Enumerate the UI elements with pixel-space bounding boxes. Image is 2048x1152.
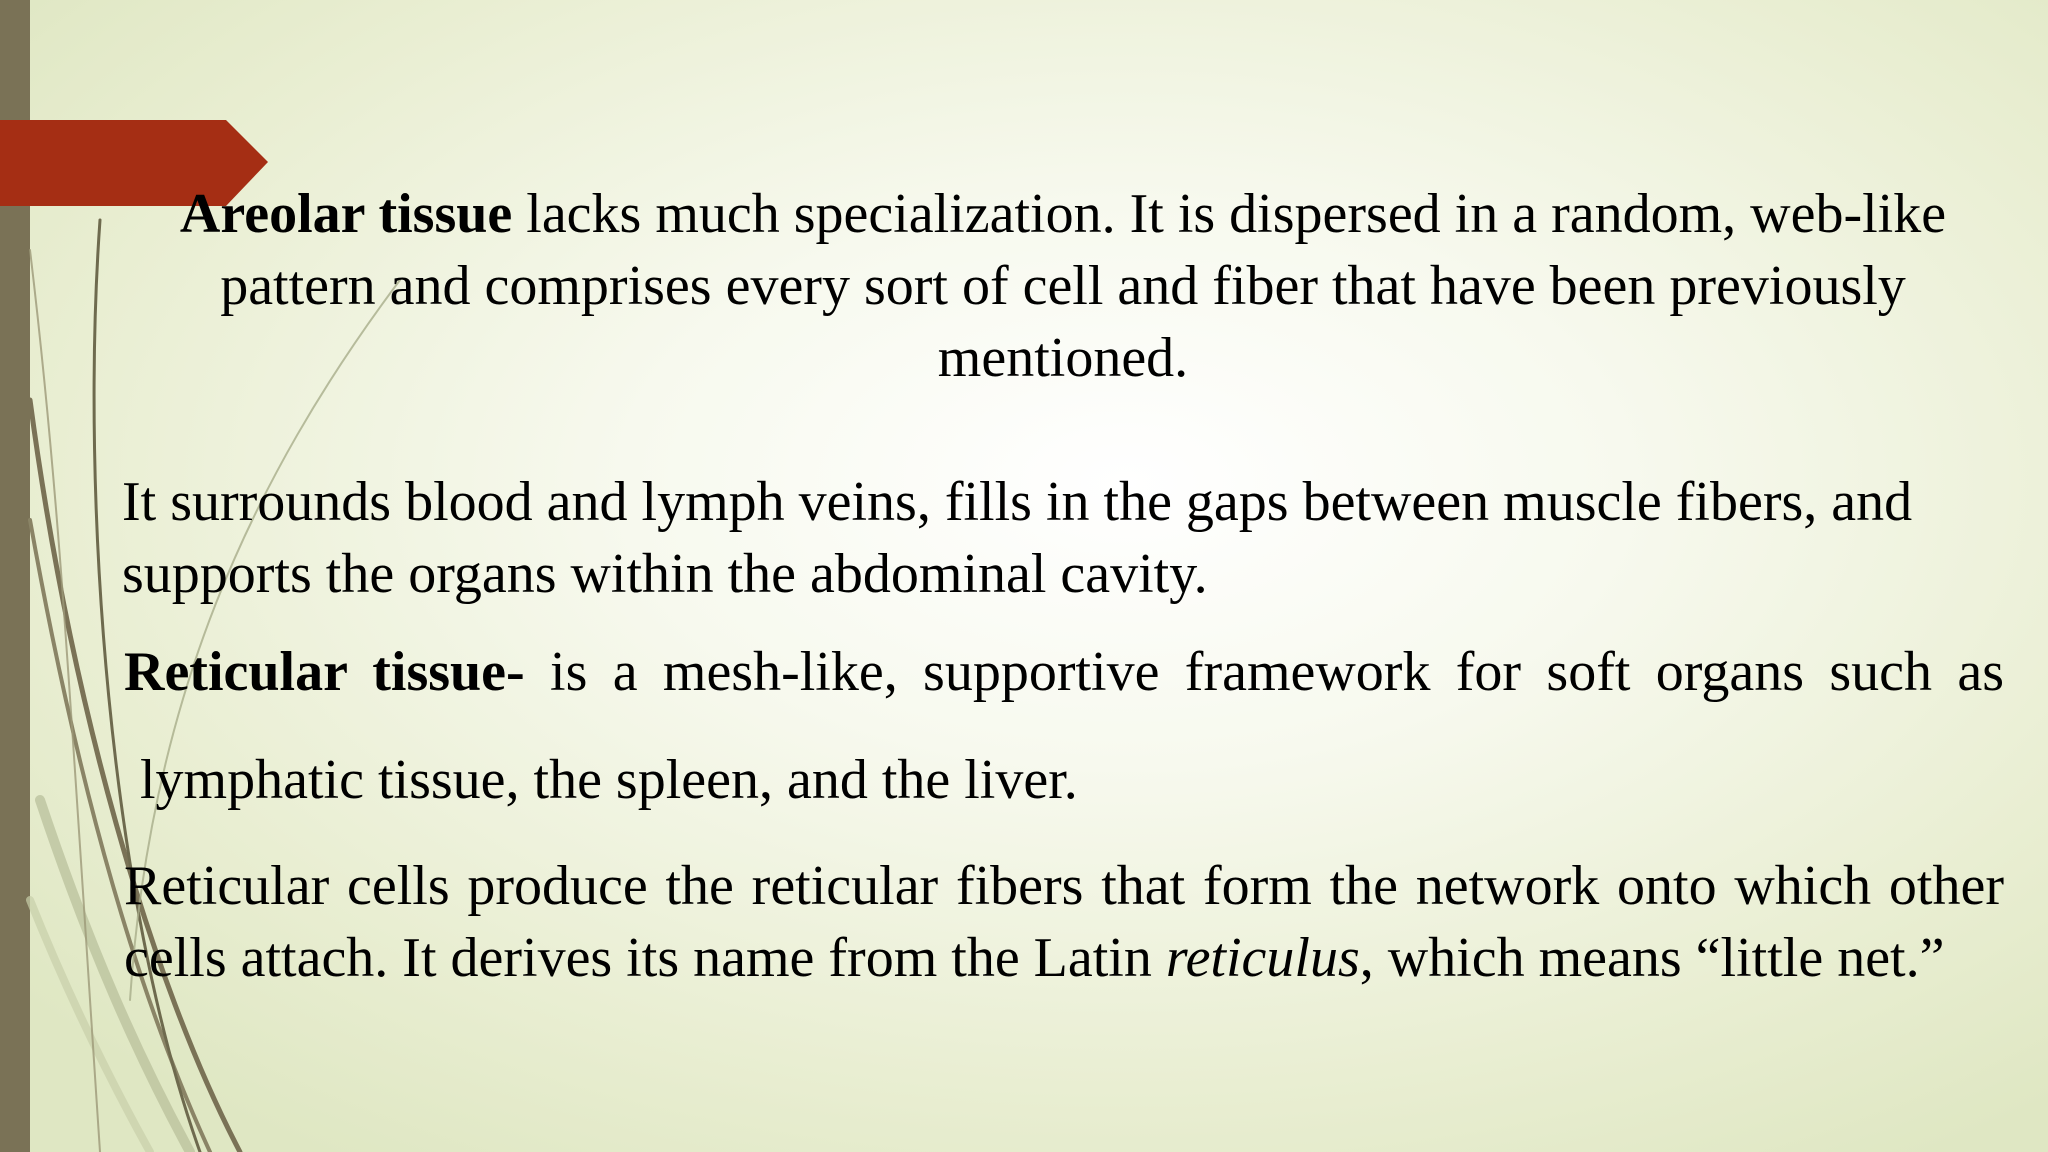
paragraph-reticular-examples: lymphatic tissue, the spleen, and the liver. — [140, 749, 1078, 811]
paragraph-reticular-cells — [124, 850, 2004, 994]
paragraph-areolar-tissue — [118, 178, 2008, 394]
paragraph-reticular-tissue — [124, 636, 2004, 708]
reticular-cells-text: Reticular cells produce the reticular fibers that form the network onto which other cells attach. It derives its name from the Latin — [124, 855, 2004, 989]
reticular-cells-text-end: , which means “little net.” — [1359, 927, 1945, 989]
areolar-description: lacks much specialization. It is dispersed in a random, web-like pattern and comprises every sort of cell and fiber that have been previously mentioned. — [220, 183, 1947, 389]
term-reticular-tissue: Reticular tissue- — [124, 641, 525, 703]
paragraph-areolar-function: It surrounds blood and lymph veins, fills in the gaps between muscle fibers, and supports the organs within the abdominal cavity. — [122, 471, 1913, 605]
reticular-description: is a mesh-like, supportive framework for soft organs such as — [524, 641, 2004, 703]
term-reticulus: reticulus — [1165, 927, 1360, 989]
term-areolar-tissue: Areolar tissue — [179, 183, 513, 245]
